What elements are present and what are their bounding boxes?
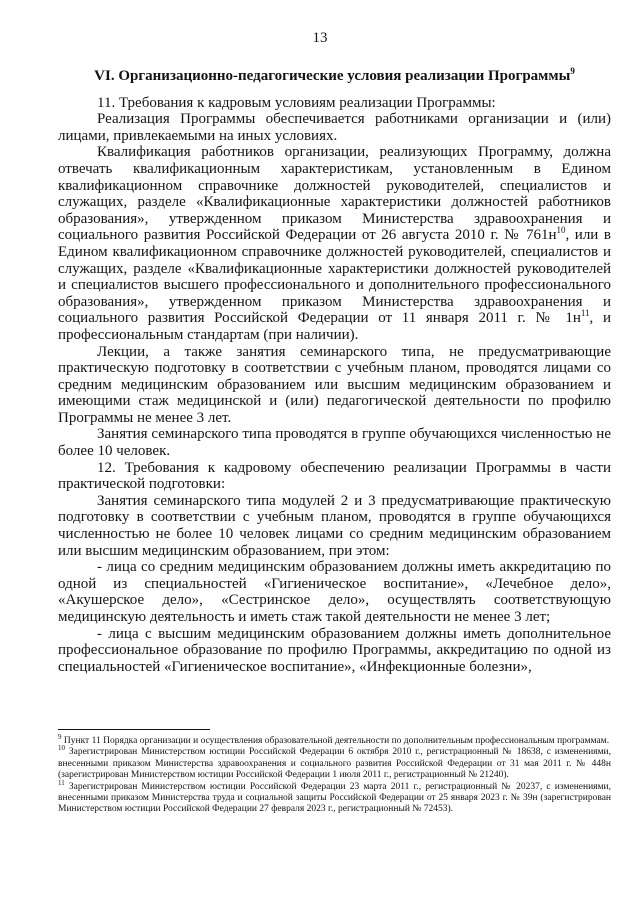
body-paragraphs [58,95,611,676]
page-number: 13 [312,30,328,46]
paragraph [58,144,611,343]
footnote-10 [58,744,611,781]
section-title-text: VI. Организационно-педагогические условия реализации Программы [94,68,571,84]
paragraph: 11. Требования к кадровым условиям реализации Программы: [97,94,496,111]
footnote-ref-10[interactable]: 10 [556,225,566,236]
footnote-ref-11[interactable]: 11 [580,308,590,319]
paragraph: - лица со средним медицинским образованием должны иметь аккредитацию по одной из специальностей «Гигиеническое воспитание», «Лечебное дело», «Акушерское дело», «Сестринское дело», осуществлять соответствующую медицинскую деятельность и иметь стаж такой деятельности не менее 3 лет; [58,559,611,625]
footnote-text: Зарегистрирован Министерством юстиции Российской Федерации 23 марта 2011 г., регистрационный № 20237, с изменениями, внесенными приказом Министерства труда и социальной защиты Российской Федерации от 25 января 2023 г. № 39н (зарегистрирован Министерством юстиции Российской Федерации 27 февраля 2023 г., регистрационный № 72453). [58,781,611,815]
footnote-ref-9[interactable]: 9 [570,66,575,76]
footnote-11 [58,778,611,816]
paragraph: Занятия семинарского типа проводятся в группе обучающихся численностью не более 10 человек. [58,426,611,460]
footnote-divider [58,729,210,730]
paragraph-text: , или в Едином квалификационном справочнике должностей руководителей, специалистов и служащих, разделе «Квалификационные характеристики должностей руководителей и специалистов высшего профессионального и дополнительного профессионального образования», утвержденном приказом Министерства здравоохранения и социального развития Российской Федерации от 11 января 2011 г. № 1н [58,227,611,327]
footnote-9 [58,732,611,747]
main-text [58,68,611,675]
footnote-number: 11 [58,778,65,787]
footnote-number: 9 [58,732,62,741]
paragraph: Лекции, а также занятия семинарского типа, не предусматривающие практическую подготовку в соответствии с учебным планом, проводятся лицами со средним медицинским образованием или высшим медицинским образованием и имеющими стаж медицинской и (или) педагогической деятельности по профилю Программы не менее 3 лет. [58,343,611,426]
paragraph: Реализация Программы обеспечивается работниками организации и (или) лицами, привлекаемыми на иных условиях. [58,111,611,144]
paragraph-text: Квалификация работников организации, реализующих Программу, должна отвечать квалификационным характеристикам, установленным в Едином квалификационном справочнике должностей руководителей, специалистов и служащих, разделе «Квалификационные характеристики должностей работников образования», утвержденном приказом Министерства здравоохранения и социального развития Российской Федерации от 26 августа 2010 г. № 761н [58,144,611,244]
footnote-text: Пункт 11 Порядка организации и осуществления образовательной деятельности по дополнительным профессиональным программам. [63,736,610,746]
footnote-number: 10 [58,744,65,753]
paragraph: Занятия семинарского типа модулей 2 и 3 предусматривающие практическую подготовку в соответствии с учебным планом, проводятся в группе обучающихся численностью не более 10 человек лицами со средним медицинским образованием или высшим медицинским образованием, при этом: [58,492,611,559]
section-title [58,68,611,85]
paragraph: - лица с высшим медицинским образованием должны иметь дополнительное профессиональное образование по профилю Программы, аккредитацию по одной из специальностей «Гигиеническое воспитание», «Инфекционные болезни», [58,625,611,675]
footnotes [58,732,611,816]
paragraph: 12. Требования к кадровому обеспечению реализации Программы в части практической подготовки: [58,459,611,493]
paragraph-text: , и профессиональным стандартам (при наличии). [58,310,611,343]
footnote-text: Зарегистрирован Министерством юстиции Российской Федерации 6 октября 2010 г., регистрационный № 18638, с изменениями, внесенными приказом Министерства здравоохранения и социального развития Российской Федерации от 31 мая 2011 г. № 448н (зарегистрирован Министерством юстиции Российской Федерации 1 июля 2011 г., регистрационный № 21240). [58,747,611,781]
